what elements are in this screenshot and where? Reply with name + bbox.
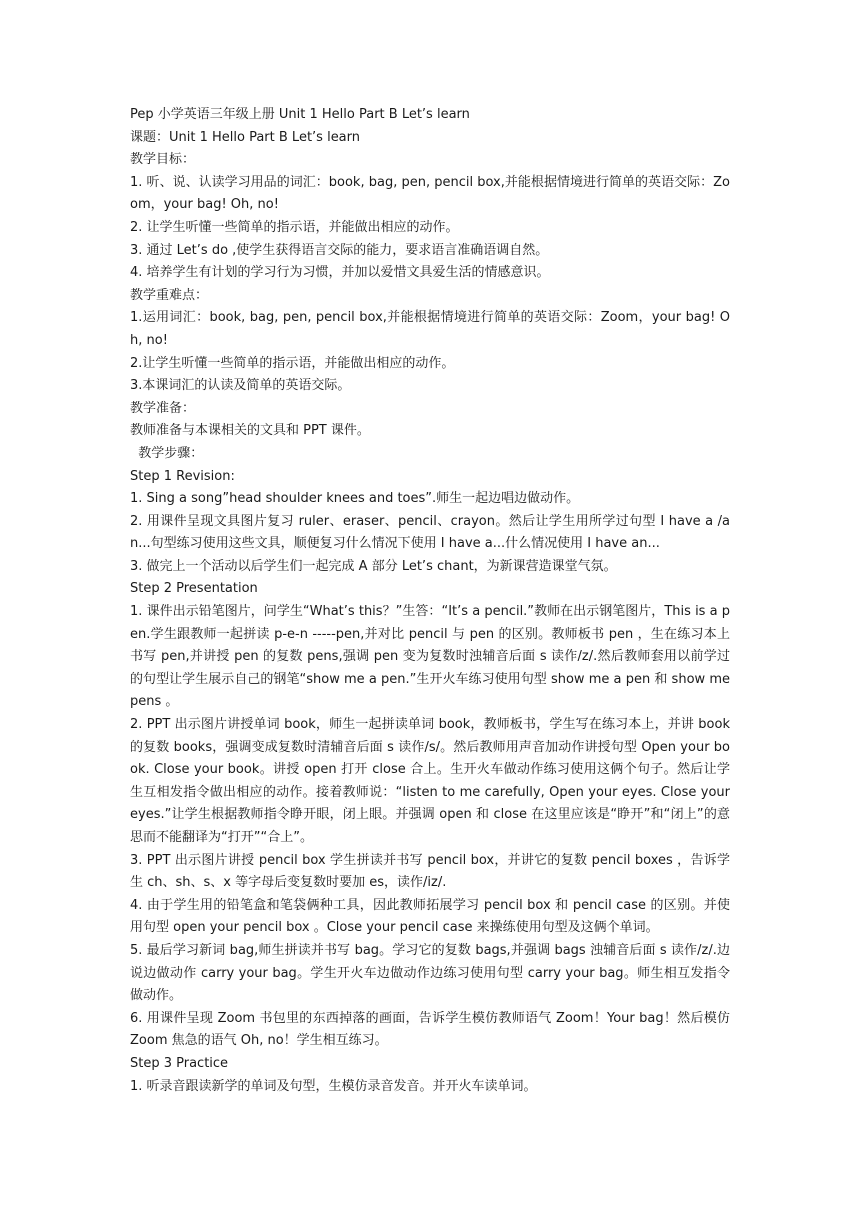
- objective-item: 1. 听、说、认读学习用品的词汇：book, bag, pen, pencil box,并能根据情境进行简单的英语交际：Zoom，your bag! Oh, no!: [130, 174, 730, 213]
- key-point-item: 3.本课词汇的认读及简单的英语交际。: [130, 378, 351, 394]
- key-point-item: 1.运用词汇：book, bag, pen, pencil box,并能根据情境进行简单的英语交际：Zoom，your bag! Oh, no!: [130, 310, 730, 348]
- preparation-text: 教师准备与本课相关的文具和 PPT 课件。: [130, 423, 370, 439]
- lesson-title: 课题：Unit 1 Hello Part B Let’s learn: [130, 129, 361, 145]
- document-body: [130, 104, 730, 1098]
- objective-item: 2. 让学生听懂一些简单的指示语，并能做出相应的动作。: [130, 219, 459, 235]
- section-heading-key-points: 教学重难点：: [130, 287, 209, 303]
- step-item: 1. 听录音跟读新学的单词及句型，生模仿录音发音。并开火车读单词。: [130, 1078, 537, 1094]
- step-heading: Step 1 Revision:: [130, 468, 235, 484]
- step-heading: Step 2 Presentation: [130, 581, 258, 597]
- step-item: 3. 做完上一个活动以后学生们一起完成 A 部分 Let’s chant，为新课营造课堂气氛。: [130, 558, 617, 574]
- section-heading-preparation: 教学准备：: [130, 400, 196, 416]
- step-item: 2. PPT 出示图片讲授单词 book，师生一起拼读单词 book，教师板书，学生写在练习本上，并讲 book 的复数 books，强调变成复数时清辅音后面 s 读作/s/。然后教师用声音加动作讲授句型 Open your book. Close your book。讲授 open 打开 close 合上。生开火车做动作练习使用这俩个句子。然后让学生互相发指令做出相应的动作。接着教师说：“listen to me carefully, Open your eyes. Close your eyes.”让学生根据教师指令睁开眼，闭上眼。并强调 open 和 close 在这里应该是“睁开”和“闭上”的意思而不能翻译为“打开”“合上”。: [130, 717, 730, 845]
- document-header: Pep 小学英语三年级上册 Unit 1 Hello Part B Let’s learn: [130, 107, 470, 122]
- key-point-item: 2.让学生听懂一些简单的指示语，并能做出相应的动作。: [130, 355, 455, 371]
- step-item: 3. PPT 出示图片讲授 pencil box 学生拼读并书写 pencil box，并讲它的复数 pencil boxes ，告诉学生 ch、sh、s、x 等字母后变复数时要加 es，读作/iz/.: [130, 852, 730, 891]
- objective-item: 3. 通过 Let’s do ,使学生获得语言交际的能力，要求语言准确语调自然。: [130, 242, 549, 258]
- step-item: 2. 用课件呈现文具图片复习 ruler、eraser、pencil、crayon。然后让学生用所学过句型 I have a /an...句型练习使用这些文具，顺便复习什么情况下使用 I have a...什么情况使用 I have an...: [130, 513, 730, 552]
- step-item: 5. 最后学习新词 bag,师生拼读并书写 bag。学习它的复数 bags,并强调 bags 浊辅音后面 s 读作/z/.边说边做动作 carry your bag。学生开火车边做动作边练习使用句型 carry your bag。师生相互发指令做动作。: [130, 942, 730, 1004]
- step-item: 4. 由于学生用的铅笔盒和笔袋俩种工具，因此教师拓展学习 pencil box 和 pencil case 的区别。并使用句型 open your pencil box 。Close your pencil case 来操练使用句型及这俩个单词。: [130, 897, 730, 936]
- step-heading: Step 3 Practice: [130, 1055, 229, 1071]
- objective-item: 4. 培养学生有计划的学习行为习惯，并加以爱惜文具爱生活的情感意识。: [130, 265, 550, 281]
- step-item: 6. 用课件呈现 Zoom 书包里的东西掉落的画面，告诉学生模仿教师语气 Zoom！Your bag！然后模仿 Zoom 焦急的语气 Oh, no！学生相互练习。: [130, 1010, 730, 1049]
- section-heading-objectives: 教学目标：: [130, 152, 196, 168]
- step-item: 1. Sing a song”head shoulder knees and toes”.师生一起边唱边做动作。: [130, 491, 580, 507]
- step-item: 1. 课件出示铅笔图片，问学生“What’s this？”生答：“It’s a pencil.”教师在出示钢笔图片，This is a pen.学生跟教师一起拼读 p-e-n -----pen,并对比 pencil 与 pen 的区别。教师板书 pen ，生在练习本上书写 pen,并讲授 pen 的复数 pens,强调 pen 变为复数时浊辅音后面 s 读作/z/.然后教师套用以前学过的句型让学生展示自己的钢笔“show me a pen.”生开火车练习使用句型 show me a pen 和 show me pens 。: [130, 604, 730, 710]
- section-heading-steps: 教学步骤：: [130, 445, 204, 461]
